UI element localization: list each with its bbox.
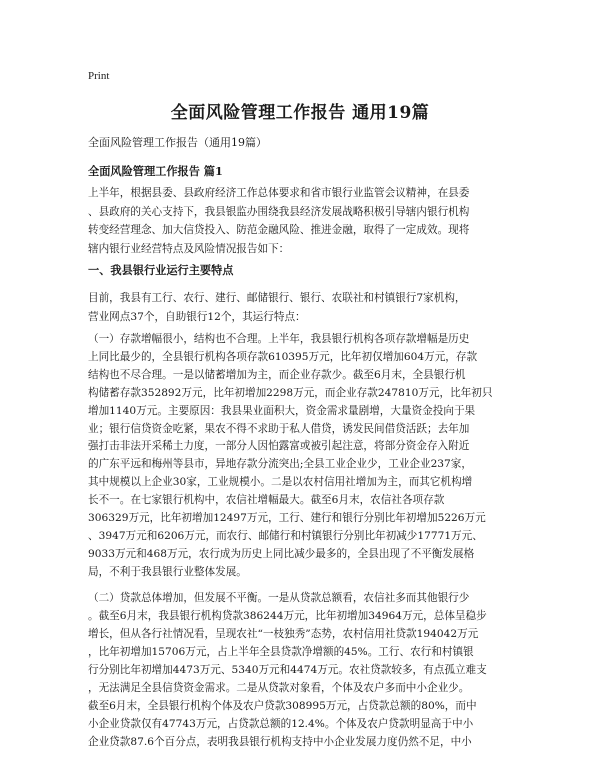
- paragraph-line: 业；银行信贷资金吃紧，果农不得不求助于私人借贷，诱发民间借贷活跃；去年加: [88, 422, 470, 435]
- paragraph-line: 企业贷款87.6个百分点，表明我县银行机构支持中小企业发展力度仍然不足，中小: [88, 736, 472, 748]
- paragraph-line: 的广东平远和梅州等县市，异地存款分流突出;全县工业企业少，工业企业237家，: [88, 458, 472, 471]
- paragraph-line: 长不一。在七家银行机构中，农信社增幅最大。截至6月末，农信社各项存款: [88, 494, 445, 507]
- paragraph-line: 目前，我县有工行、农行、建行、邮储银行、银行、农联社和村镇银行7家机构，: [88, 292, 466, 304]
- paragraph-line: 构储蓄存款352892万元，比年初增加2298万元，而企业存款247810万元，比年初只: [88, 386, 493, 399]
- paragraph-line: 9033万元和468万元，农行成为历史上同比减少最多的，全县出现了不平衡发展格: [88, 547, 475, 560]
- paragraph-line: 306329万元，比年初增加12497万元，工行、建行和银行分别比年初增加5226万元: [88, 512, 486, 524]
- paragraph-line: 、3947万元和6206万元，而农行、邮储行和村镇银行分别比年初减少17771万元、: [88, 529, 483, 542]
- section-heading: 全面风险管理工作报告 篇1: [88, 164, 223, 178]
- paragraph-line: 上同比最少的，全县银行机构各项存款610395万元，比年初仅增加604万元，存款: [88, 350, 478, 363]
- paragraph-line: 增长，但从各行社情况看，呈现农社“一枝独秀”态势，农村信用社贷款194042万元: [88, 628, 479, 640]
- document-subtitle: 全面风险管理工作报告（通用19篇）: [88, 136, 267, 149]
- section-heading-2: 一、我县银行业运行主要特点: [88, 263, 234, 277]
- paragraph-line: （二）贷款总体增加，但发展不平衡。一是从贷款总额看，农信社多而其他银行少: [88, 592, 470, 604]
- paragraph-line: 辖内银行业经营特点及风险情况报告如下：: [88, 242, 290, 255]
- paragraph-line: ，无法满足全县信贷资金需求。二是从贷款对象看，个体及农户多而中小企业少。: [88, 682, 470, 694]
- page-title: 全面风险管理工作报告 通用19篇: [170, 103, 430, 123]
- paragraph-line: 其中规模以上企业30家，工业规模小。二是以农村信用社增加为主，而其它机构增: [88, 476, 473, 489]
- paragraph-line: （一）存款增幅很小，结构也不合理。上半年，我县银行机构各项存款增幅是历史: [88, 333, 470, 345]
- paragraph-line: 营业网点37个，自助银行12个，其运行特点：: [88, 310, 306, 323]
- paragraph-line: 小企业贷款仅有47743万元，占贷款总额的12.4%。个体及农户贷款明显高于中小: [88, 718, 474, 730]
- print-link[interactable]: Print: [88, 70, 110, 82]
- paragraph-line: 、县政府的关心支持下，我县银监办围绕我县经济发展战略积极引导辖内银行机构: [88, 205, 470, 218]
- paragraph-line: 增加1140万元。主要原因：我县果业面积大，资金需求量剧增，大量资金投向于果: [88, 404, 476, 417]
- paragraph-line: 强打击非法开采稀土力度，一部分人因怕露富或被引起注意，将部分资金存入附近: [88, 440, 470, 453]
- paragraph-line: 转变经营理念、加大信贷投入、防范金融风险、推进金融，取得了一定成效。现将: [88, 224, 470, 236]
- paragraph-line: 上半年，根据县委、县政府经济工作总体要求和省市银行业监管会议精神，在县委: [88, 187, 470, 199]
- paragraph-line: 。截至6月末，我县银行机构贷款386244万元，比年初增加34964万元，总体呈稳步: [88, 610, 487, 622]
- paragraph-line: 结构也不尽合理。一是以储蓄增加为主，而企业存款少。截至6月末，全县银行机: [88, 368, 466, 381]
- paragraph-line: 行分别比年初增加4473万元、5340万元和4474万元。农社贷款较多，有点孤立难支: [88, 664, 487, 676]
- paragraph-line: ，比年初增加15706万元，占上半年全县贷款净增额的45%。工行、农行和村镇银: [88, 646, 474, 658]
- paragraph-line: 截至6月末，全县银行机构个体及农户贷款308995万元，占贷款总额的80%，而中: [88, 700, 477, 712]
- paragraph-line: 局，不利于我县银行业整体发展。: [88, 565, 247, 578]
